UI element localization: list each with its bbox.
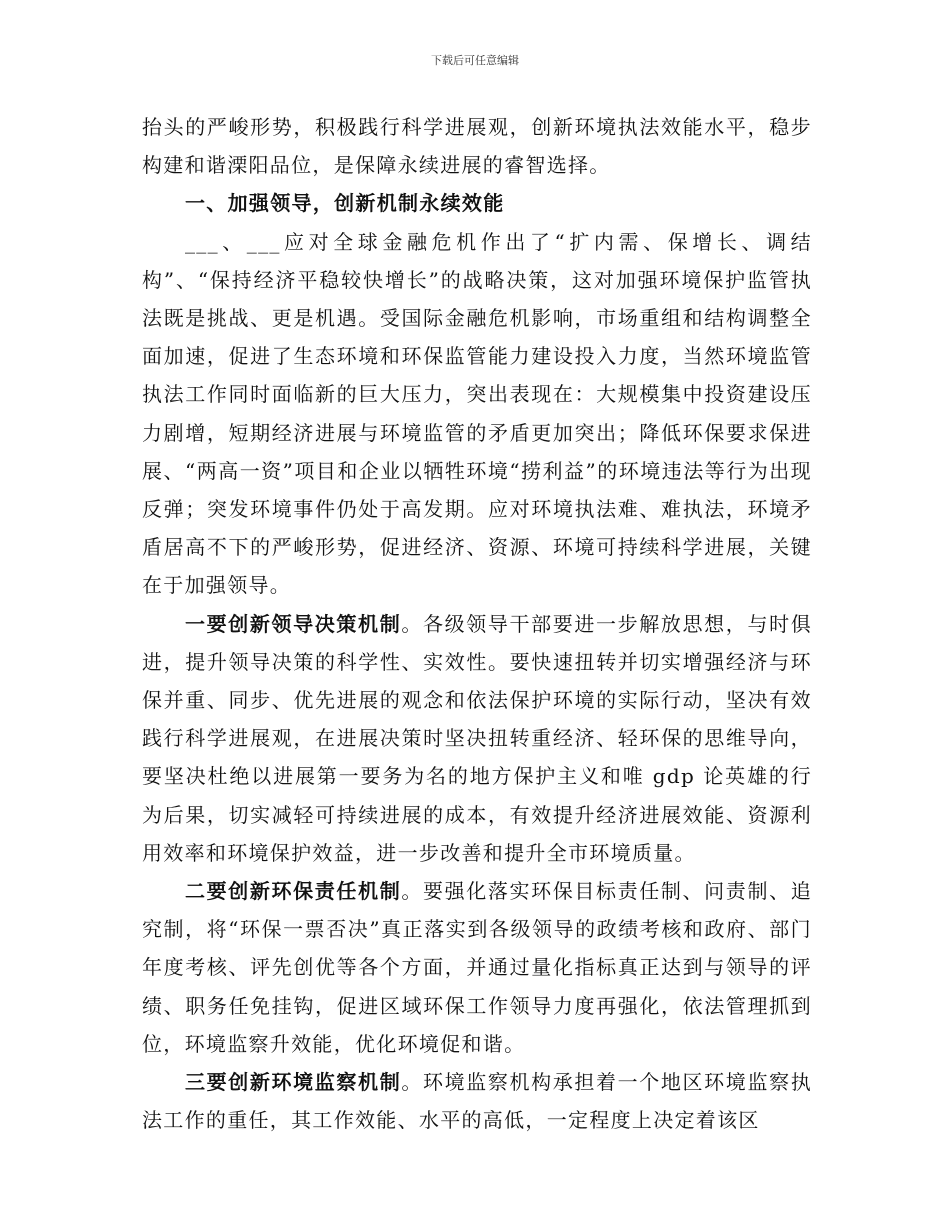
paragraph-intro: ___、___应对全球金融危机作出了“扩内需、保增长、调结构”、“保持经济平稳较快增长”的战略决策，这对加强环境保护监管执法既是挑战、更是机遇。受国际金融危机影响，市场重组和结构调整全面加速，促进了生态环境和环保监管能力建设投入力度，当然环境监管执法工作同时面临新的巨大压力，突出表现在：大规模集中投资建设压力剧增，短期经济进展与环境监管的矛盾更加突出；降低环保要求保进展、“两高一资”项目和企业以牺牲环境“捞利益”的环境违法等行为出现反弹；突发环境事件仍处于高发期。应对环境执法难、难执法，环境矛盾居高不下的严峻形势，促进经济、资源、环境可持续科学进展，关键在于加强领导。 <box>142 229 812 598</box>
paragraph-supervision <box>142 1063 812 1139</box>
paragraph-lead-bold: 二要创新环保责任机制 <box>185 879 402 904</box>
document-body <box>142 108 812 1139</box>
paragraph-responsibility <box>142 872 812 1063</box>
paragraph-body: 。各级领导干部要进一步解放思想，与时俱进，提升领导决策的科学性、实效性。要快速扭转并切实增强经济与环保并重、同步、优先进展的观念和依法保护环境的实际行动，坚决有效践行科学进展观，在进展决策时坚决扭转重经济、轻环保的思维导向，要坚决杜绝以进展第一要务为名的地方保护主义和唯 gdp 论英雄的行为后果，切实减轻可持续进展的成本，有效提升经济进展效能、资源利用效率和环境保护效益，进一步改善和提升全市环境质量。 <box>142 611 813 865</box>
paragraph-body: 。要强化落实环保目标责任制、问责制、追究制，将“环保一票否决”真正落实到各级领导的政绩考核和政府、部门年度考核、评先创优等各个方面，并通过量化指标真正达到与领导的评绩、职务任免挂钩，促进区域环保工作领导力度再强化，依法管理抓到位，环境监察升效能，优化环境促和谐。 <box>142 879 813 1056</box>
paragraph-lead-bold: 一要创新领导决策机制 <box>185 611 402 636</box>
paragraph-body: 。环境监察机构承担着一个地区环境监察执法工作的重任，其工作效能、水平的高低，一定程度上决定着该区 <box>142 1070 813 1133</box>
paragraph-lead-bold: 三要创新环境监察机制 <box>185 1070 402 1095</box>
paragraph-leadership-decision <box>142 605 812 872</box>
section-heading: 一、加强领导，创新机制永续效能 <box>185 191 505 216</box>
paragraph-continuation: 抬头的严峻形势，积极践行科学进展观，创新环境执法效能水平，稳步构建和谐溧阳品位，是保障永续进展的睿智选择。 <box>142 115 812 178</box>
page-header: 下载后可任意编辑 <box>431 54 519 67</box>
